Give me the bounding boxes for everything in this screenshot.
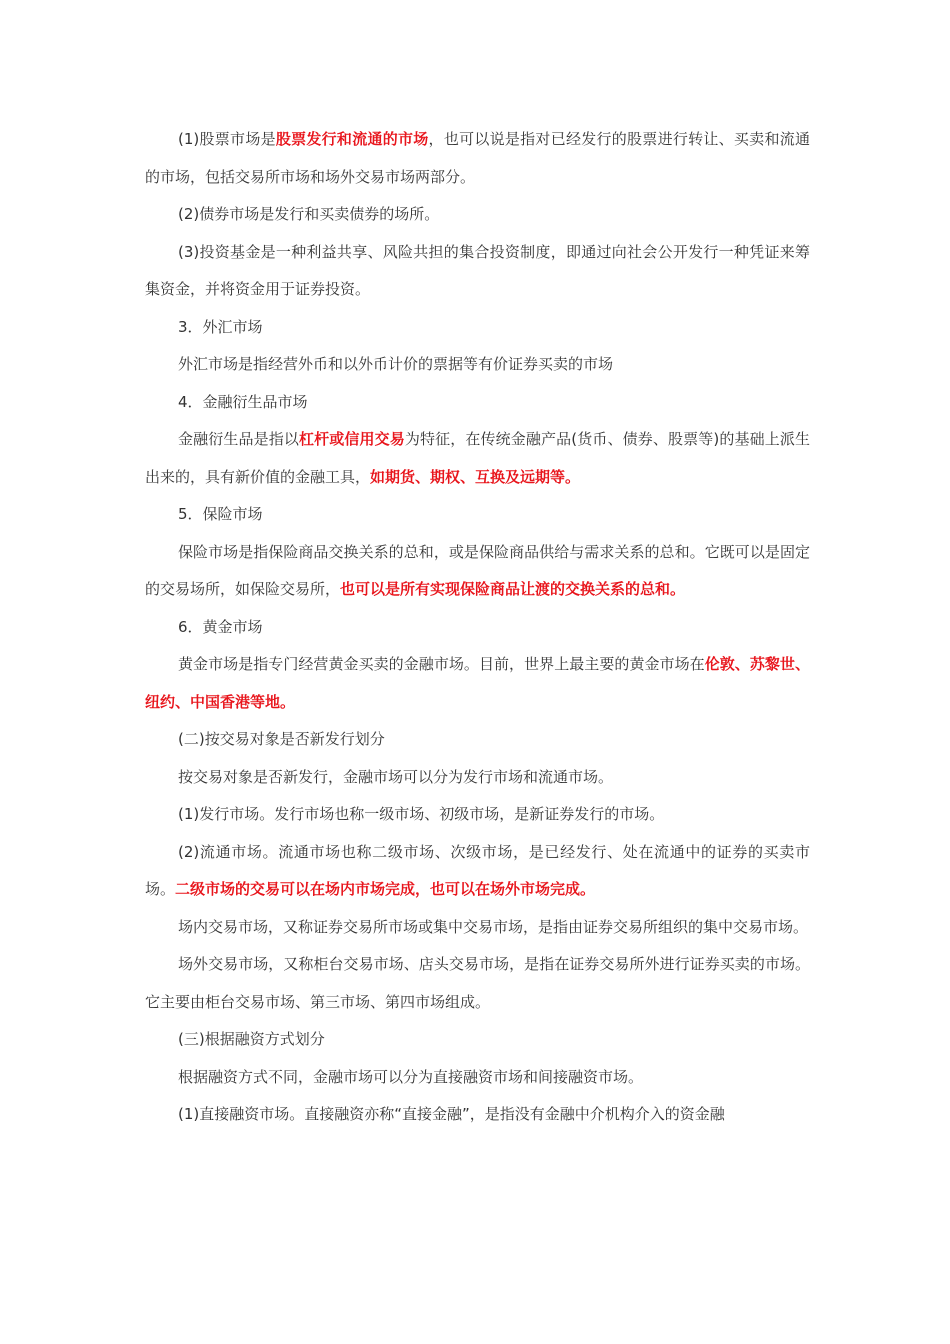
heading-forex-market: 3．外汇市场 <box>178 317 263 336</box>
paragraph-primary-market: (1)发行市场。发行市场也称一级市场、初级市场，是新证券发行的市场。 <box>178 805 665 823</box>
heading-derivatives-market: 4．金融衍生品市场 <box>178 392 308 411</box>
paragraph-derivatives: 金融衍生品是指以杠杆或信用交易为特征，在传统金融产品(货币、债券、股票等)的基础上派生出来的，具有新价值的金融工具，如期货、期权、互换及远期等。 <box>145 430 810 486</box>
heading-insurance-market: 5．保险市场 <box>178 505 263 523</box>
paragraph-otc-market: 场外交易市场，又称柜台交易市场、店头交易市场，是指在证券交易所外进行证券买卖的市场。它主要由柜台交易市场、第三市场、第四市场组成。 <box>145 955 810 1011</box>
paragraph-exchange-market: 场内交易市场，又称证券交易所市场或集中交易市场，是指由证券交易所组织的集中交易市场。 <box>178 917 809 936</box>
paragraph-insurance-market: 保险市场是指保险商品交换关系的总和，或是保险商品供给与需求关系的总和。它既可以是固定的交易场所，如保险交易所，也可以是所有实现保险商品让渡的交换关系的总和。 <box>145 542 810 598</box>
paragraph-investment-fund: (3)投资基金是一种利益共享、风险共担的集合投资制度，即通过向社会公开发行一种凭证来筹集资金，并将资金用于证券投资。 <box>145 242 810 298</box>
paragraph-forex-market: 外汇市场是指经营外币和以外币计价的票据等有价证券买卖的市场 <box>178 355 614 373</box>
paragraph-secondary-market: (2)流通市场。流通市场也称二级市场、次级市场，是已经发行、处在流通中的证券的买卖市场。二级市场的交易可以在场内市场完成，也可以在场外市场完成。 <box>145 842 810 898</box>
paragraph-by-new-issue: 按交易对象是否新发行，金融市场可以分为发行市场和流通市场。 <box>178 767 614 786</box>
heading-gold-market: 6．黄金市场 <box>178 617 263 636</box>
paragraph-by-financing-method: 根据融资方式不同，金融市场可以分为直接融资市场和间接融资市场。 <box>178 1067 644 1086</box>
heading-by-financing-method: (三)根据融资方式划分 <box>178 1030 325 1048</box>
paragraph-direct-financing: (1)直接融资市场。直接融资亦称“直接金融”，是指没有金融中介机构介入的资金融 <box>178 1105 725 1123</box>
paragraph-gold-market: 黄金市场是指专门经营黄金买卖的金融市场。目前，世界上最主要的黄金市场在伦敦、苏黎世、纽约、中国香港等地。 <box>145 655 810 711</box>
document-page <box>145 121 810 1134</box>
heading-by-new-issue: (二)按交易对象是否新发行划分 <box>178 730 385 748</box>
paragraph-stock-market: (1)股票市场是股票发行和流通的市场，也可以说是指对已经发行的股票进行转让、买卖和流通的市场，包括交易所市场和场外交易市场两部分。 <box>145 130 810 186</box>
paragraph-bond-market: (2)债券市场是发行和买卖债券的场所。 <box>178 205 440 223</box>
